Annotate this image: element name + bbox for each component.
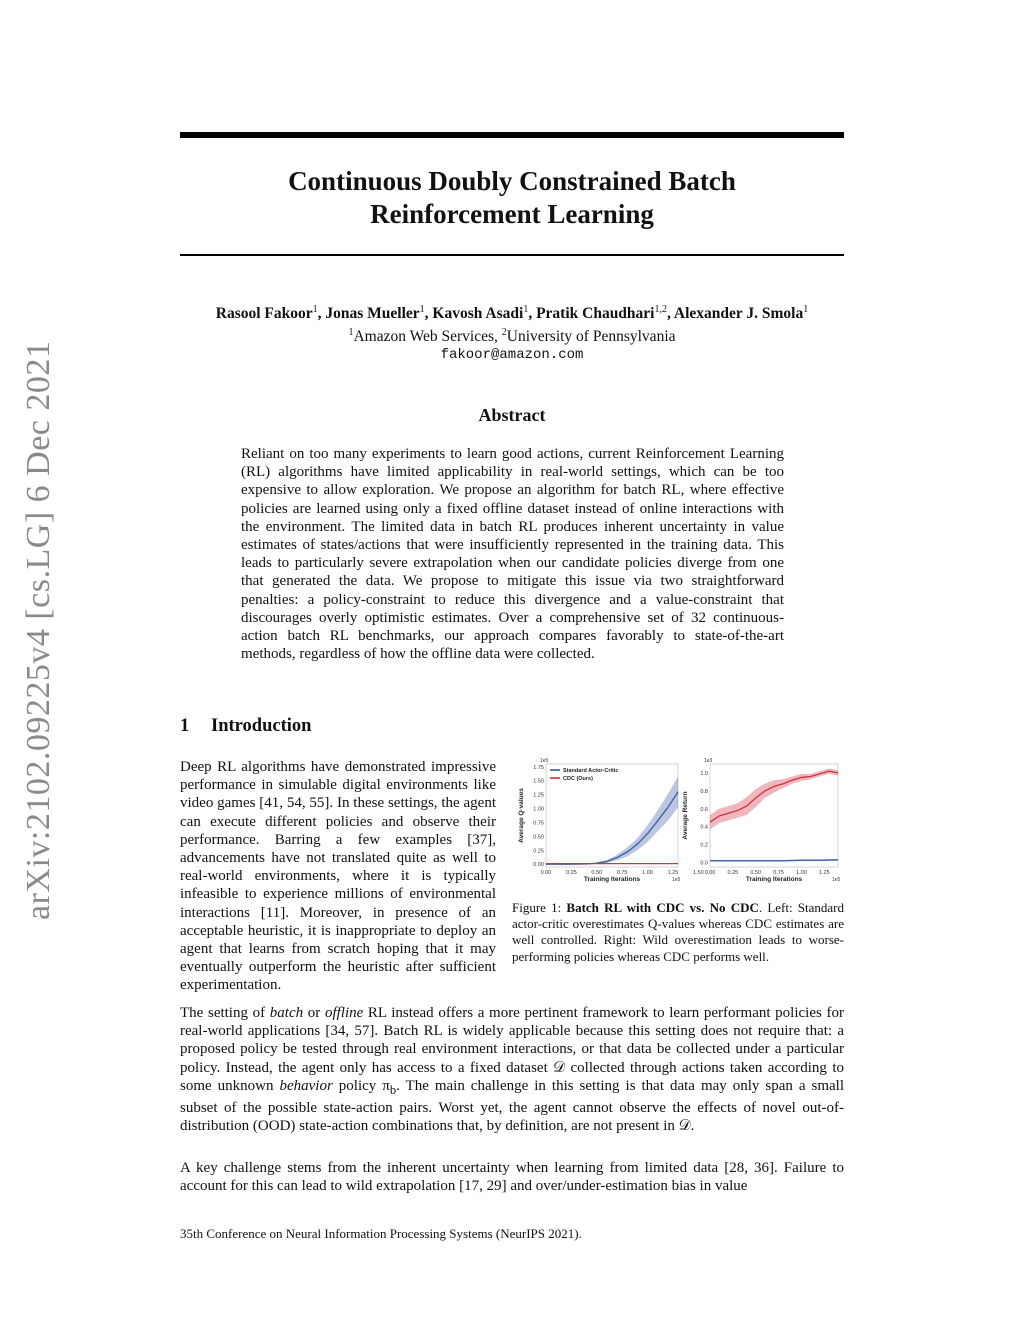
text-run: or [303,1005,325,1021]
caption-bold-title: Batch RL with CDC vs. No CDC [566,900,759,915]
abstract-heading: Abstract [478,405,546,425]
text-run: The setting of [180,1005,270,1021]
x-tick-label: 1.50 [692,870,704,876]
chart-q-values [518,758,704,883]
affiliation-mark: 2 [501,327,507,339]
y-tick-label: 0.75 [533,820,544,827]
x-tick-label: 0.50 [591,870,603,876]
x-tick-label: 0.00 [704,870,716,876]
y-tick-label: 0.25 [533,848,544,855]
emphasis-batch: batch [269,1005,304,1021]
author-email[interactable]: fakoor@amazon.com [440,347,584,364]
author-name: Pratik Chaudhari [536,305,655,323]
intro-paragraph-1: Deep RL algorithms have demonstrated impressive performance in simulable digital environments like video games [41, 54, 55]. In these settings, the agent can execute different policies and observe their performance. Barring a few examples [37], advancements have not translated quite as well to real-world environments, where it is typically infeasible to experience millions of environmental interactions [11]. Moreover, in presence of an acceptable heuristic, it is inappropriate to deploy an agent that learns from scratch hoping that it may eventually outperform the heuristic after sufficient experimentation. [180,759,496,994]
x-tick-label: 0.75 [616,870,628,876]
affiliation-mark: 1,2 [654,304,667,315]
paper-title [180,165,844,231]
x-multiplier: 1e5 [832,877,841,883]
x-tick-label: 0.00 [540,870,552,876]
legend-label: CDC (Ours) [563,776,593,782]
affiliations [180,323,844,346]
text-run: RL instead offers a more pertinent framework to learn performant policies for real-world applications [34, 57]. Batch RL is widely applicable because this setting does not require that: a proposed policy be tested through real environment interactions, or that data be collected under a particular policy. Instead, the agent only has access to a fixed dataset 𝒟 collected through actions taken according to some unknown [180,1005,844,1094]
arxiv-identifier-stamp: arXiv:2102.09225v4 [cs.LG] 6 Dec 2021 [20,340,57,920]
y-multiplier: 1e5 [540,758,549,764]
y-axis-label: Average Q-values [518,788,525,843]
abstract-text: Reliant on too many experiments to learn good actions, current Reinforcement Learning (RL) algorithms have limited applicability in real-world settings, which can be too expensive to allow exploration. We propose an algorithm for batch RL, where effective policies are learned using only a fixed offline dataset instead of online interactions with the environment. The limited data in batch RL produces inherent uncertainty in value estimates of states/actions that were insufficiently represented in the training data. This leads to particularly severe extrapolation when our candidate policies diverge from one that generated the data. We propose to mitigate this issue via two straightforward penalties: a policy-constraint to reduce this divergence and a value-constraint that discourages overly optimistic estimates. Over a comprehensive set of 32 continuous-action batch RL benchmarks, our approach compares favorably to state-of-the-art methods, regardless of how the offline data were collected. [241,446,784,663]
y-tick-label: 0.8 [700,788,708,795]
y-axis-label: Average Return [682,791,689,840]
top-rule [180,132,844,138]
section-heading [180,716,311,737]
text-run: . The main challenge in this setting is that data may only span a small subset of the possible state-action pairs. Worst yet, the agent cannot observe the effects of novel out-of-distribution (OOD) state-action combinations that, by definition, are not present in 𝒟. [180,1077,845,1135]
caption-body: . Left: Standard actor-critic overestimates Q-values whereas CDC estimates are well controlled. Right: Wild overestimation leads to worse-performing policies whereas CDC performs well. [512,900,844,964]
y-multiplier: 1e3 [704,758,713,764]
affiliation-mark: 1 [312,304,318,315]
chart-average-return [682,758,841,883]
x-tick-label: 0.25 [727,870,739,876]
affiliation-mark: 1 [803,304,809,315]
x-tick-label: 1.00 [642,870,653,876]
affiliation-mark: 1 [523,304,529,315]
x-axis-label: Training Iterations [583,876,641,883]
x-multiplier: 1e5 [672,877,681,883]
y-tick-label: 0.6 [700,806,708,813]
author-name: Kavosh Asadi [432,305,524,323]
legend-label: Standard Actor-Critic [563,768,619,774]
y-tick-label: 0.00 [533,862,544,869]
author-name: Rasool Fakoor [215,305,313,323]
title-line-1: Continuous Doubly Constrained Batch [288,166,736,196]
y-tick-label: 0.4 [700,824,708,831]
emphasis-offline: offline [324,1005,364,1021]
affiliation-mark: 1 [419,304,425,315]
author-names: Rasool Fakoor$^1$, Jonas Mueller$^1$, Kavosh Asadi$^1$, Pratik Chaudhari$^{1,2}$, Alexander J. Smola$^1$ [215,304,809,323]
conference-footer: 35th Conference on Neural Information Processing Systems (NeurIPS 2021). [180,1226,582,1241]
affiliation-2: University of Pennsylvania [506,328,676,346]
y-tick-label: 1.00 [533,806,544,813]
subscript: b [389,1082,397,1097]
y-tick-label: 1.50 [533,778,544,785]
author-name: Alexander J. Smola [673,305,804,323]
y-tick-label: 0.2 [700,842,708,849]
y-tick-label: 1.75 [533,764,544,771]
caption-label: Figure 1: [512,900,567,915]
author-name: Jonas Mueller [325,305,420,323]
text-run: policy π [332,1077,390,1094]
x-tick-label: 0.50 [750,870,762,876]
section-title: Introduction [211,716,312,736]
y-tick-label: 1.0 [700,770,708,777]
x-tick-label: 1.25 [818,870,830,876]
intro-paragraph-2 [180,1004,844,1135]
y-tick-label: 1.25 [533,792,544,799]
affiliation-mark: 1 [348,327,354,339]
x-tick-label: 1.25 [667,870,679,876]
emphasis-behavior: behavior [279,1077,333,1094]
figure-1-charts [510,752,844,900]
y-tick-label: 0.50 [533,834,544,841]
title-rule [180,254,844,256]
x-tick-label: 1.00 [796,870,807,876]
x-tick-label: 0.75 [773,870,784,876]
section-number: 1 [180,716,190,736]
author-block [180,300,844,365]
y-tick-label: 0.0 [700,860,708,867]
title-line-2: Reinforcement Learning [370,199,654,229]
series-band [710,768,838,829]
intro-paragraph-3: A key challenge stems from the inherent uncertainty when learning from limited data [28, 36]. Failure to account for this can lead to wild extrapolation [17, 29] and over/under-estimation bias in value [180,1160,844,1195]
x-tick-label: 0.25 [566,870,577,876]
x-axis-label: Training Iterations [745,876,803,883]
figure-1 [510,752,844,900]
affiliation-1: Amazon Web Services, [353,328,502,346]
figure-1-caption [512,900,844,965]
